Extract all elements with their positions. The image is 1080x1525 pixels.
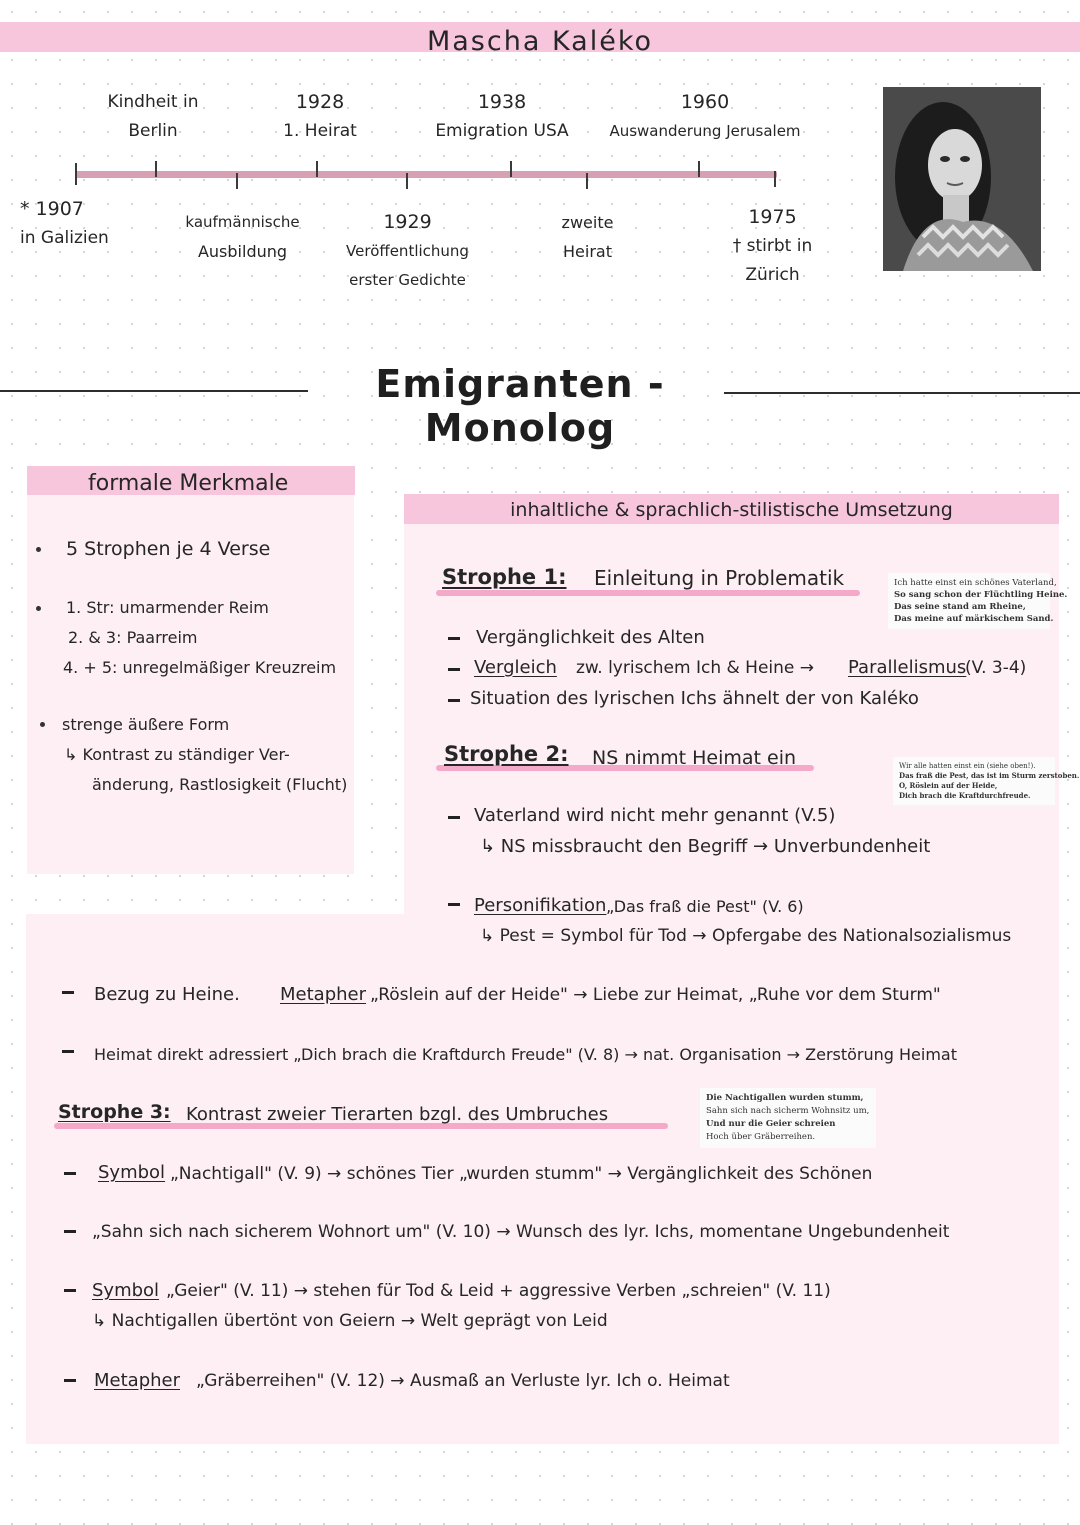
timeline-event-zweite-heirat: zweite Heirat: [561, 213, 614, 261]
timeline-event-1929: 1929 Veröffentlichung erster Gedichte: [346, 211, 469, 289]
strophe-2-bezug: Bezug zu Heine.: [94, 984, 240, 1005]
strophe-3-point-1: „Nachtigall" (V. 9) → schönes Tier „wurden stumm" → Vergänglichkeit des Schönen: [170, 1164, 873, 1184]
strophe-1-point-2: zw. lyrischem Ich & Heine →: [576, 658, 815, 678]
dash: [64, 1289, 76, 1292]
dash: [62, 991, 74, 994]
timeline-event-kindheit: Kindheit in Berlin: [107, 92, 199, 141]
strophe-3-symbol-1: Symbol: [98, 1162, 166, 1183]
timeline-event-1928: 1928 1. Heirat: [283, 91, 357, 141]
strophe-3-point-2: „Sahn sich nach sicherem Wohnort um" (V. 10) → Wunsch des lyr. Ichs, momentane Ungebundenheit: [92, 1222, 950, 1242]
timeline-tick: [774, 171, 776, 187]
heading-rule-left: [0, 390, 308, 392]
strophe-2-topic: NS nimmt Heimat ein: [592, 747, 797, 769]
strophe-2-metapher: Metapher: [280, 984, 367, 1005]
strophe-3-point-4: ↳ Nachtigallen übertönt von Geiern → Welt geprägt von Leid: [92, 1311, 608, 1331]
formal-item-rastlosigkeit: änderung, Rastlosigkeit (Flucht): [92, 775, 348, 794]
strophe-2-point-3: „Das fraß die Pest" (V. 6): [606, 897, 804, 916]
dash: [62, 1050, 74, 1053]
timeline-event-1960: 1960 Auswanderung Jerusalem: [609, 91, 801, 140]
strophe-3-label: Strophe 3:: [58, 1101, 171, 1123]
strophe-2-quote: Wir alle hatten einst ein (siehe oben!). Das fraß die Pest, das ist im Sturm zerstoben. O, Röslein auf der Heide, Dich brach die Kraftdurchfreude.: [893, 757, 1055, 805]
strophe-1-quote: Ich hatte einst ein schönes Vaterland, So sang schon der Flüchtling Heine. Das seine stand am Rheine, Das meine auf märkischem Sand.: [888, 573, 1050, 629]
strophe-3-point-3: „Geier" (V. 11) → stehen für Tod & Leid + aggressive Verben „schreien" (V. 11): [166, 1281, 831, 1301]
dash: [448, 637, 460, 640]
strophe-1-point-1: Vergänglichkeit des Alten: [476, 627, 705, 648]
formal-title: formale Merkmale: [88, 471, 289, 496]
strophe-2-label: Strophe 2:: [444, 742, 569, 766]
formal-item-reim-2: 2. & 3: Paarreim: [68, 628, 198, 647]
dash: [448, 699, 460, 702]
formal-item-form: strenge äußere Form: [62, 715, 230, 734]
strophe-2-point-5: „Röslein auf der Heide" → Liebe zur Heimat, „Ruhe vor dem Sturm": [370, 985, 941, 1005]
strophe-2-point-1: Vaterland wird nicht mehr genannt (V.5): [474, 805, 836, 826]
timeline-event-1907: * 1907 in Galizien: [20, 198, 109, 248]
bullet: [36, 606, 41, 611]
strophe-1-label: Strophe 1:: [442, 565, 567, 589]
formal-item-reim-3: 4. + 5: unregelmäßiger Kreuzreim: [63, 658, 337, 677]
strophe-3-topic: Kontrast zweier Tierarten bzgl. des Umbruches: [186, 1104, 609, 1125]
timeline-tick: [586, 173, 588, 189]
timeline-tick: [316, 161, 318, 177]
strophe-1-topic: Einleitung in Problematik: [594, 566, 845, 590]
content-title: inhaltliche & sprachlich-stilistische Umsetzung: [510, 499, 953, 521]
strophe-3-point-5: „Gräberreihen" (V. 12) → Ausmaß an Verluste lyr. Ich o. Heimat: [196, 1371, 730, 1391]
timeline-bar: [75, 171, 777, 178]
strophe-1-parallelismus: Parallelismus: [848, 657, 967, 678]
strophe-2-point-4: ↳ Pest = Symbol für Tod → Opfergabe des Nationalsozialismus: [480, 926, 1012, 946]
timeline-tick: [155, 161, 157, 177]
strophe-3-symbol-2: Symbol: [92, 1280, 160, 1301]
timeline-event-1975: 1975 † stirbt in Zürich: [732, 206, 813, 285]
dash: [64, 1230, 76, 1233]
strophe-1-verse-ref: (V. 3-4): [965, 658, 1027, 678]
bullet: [40, 722, 45, 727]
timeline-tick: [510, 161, 512, 177]
timeline-tick: [698, 161, 700, 177]
dash: [448, 668, 460, 671]
timeline-event-ausbildung: kaufmännische Ausbildung: [185, 213, 300, 261]
strophe-3-quote: Die Nachtigallen wurden stumm, Sahn sich nach sicherm Wohnsitz um, Und nur die Geier schreien Hoch über Gräberreihen.: [700, 1088, 876, 1148]
timeline-tick: [75, 163, 77, 185]
strophe-1-vergleich: Vergleich: [474, 657, 557, 678]
strophe-2-point-6: Heimat direkt adressiert „Dich brach die Kraftdurch Freude" (V. 8) → nat. Organisation → Zerstörung Heimat: [94, 1045, 957, 1064]
dash: [448, 816, 460, 819]
portrait-illustration: [883, 87, 1041, 271]
strophe-3-metapher: Metapher: [94, 1370, 181, 1391]
timeline-tick: [236, 173, 238, 189]
formal-item-strophen: 5 Strophen je 4 Verse: [66, 538, 271, 560]
portrait-photo: [883, 87, 1041, 271]
dash: [64, 1379, 76, 1382]
formal-item-reim-1: 1. Str: umarmender Reim: [66, 598, 269, 617]
timeline-tick: [406, 173, 408, 189]
formal-item-kontrast: ↳ Kontrast zu ständiger Ver-: [64, 745, 290, 764]
strophe-2-point-2: ↳ NS missbraucht den Begriff → Unverbundenheit: [480, 836, 931, 857]
bullet: [36, 547, 41, 552]
timeline-event-1938: 1938 Emigration USA: [435, 91, 569, 141]
strophe-1-point-3: Situation des lyrischen Ichs ähnelt der von Kaléko: [470, 688, 919, 709]
heading-rule-right: [724, 392, 1080, 394]
dash: [448, 903, 460, 906]
page-title: Mascha Kaléko: [426, 26, 654, 57]
dash: [64, 1172, 76, 1175]
strophe-2-personifikation: Personifikation: [474, 895, 607, 916]
main-heading: Emigranten - Monolog: [375, 362, 665, 450]
